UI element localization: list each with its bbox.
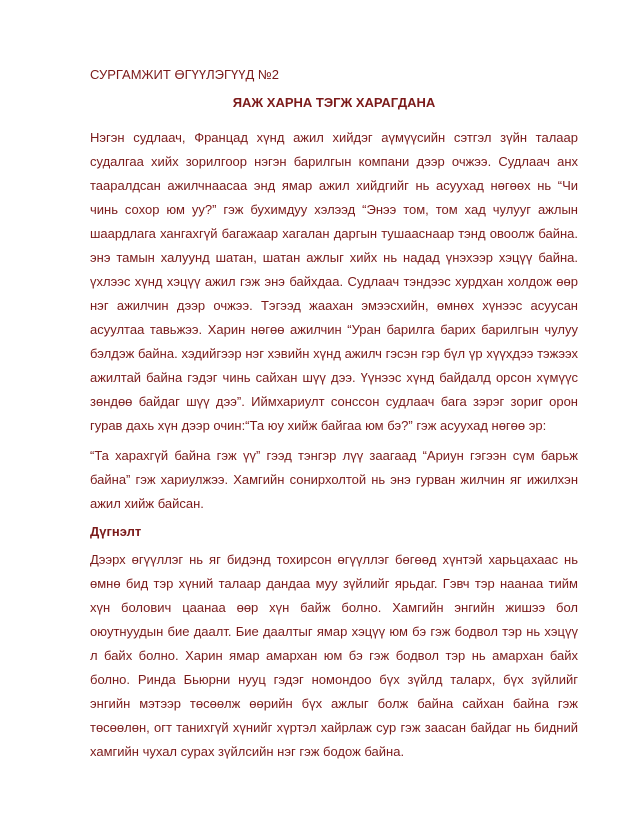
document-title: ЯАЖ ХАРНА ТЭГЖ ХАРАГДАНА bbox=[232, 95, 436, 110]
conclusion-heading: Дүгнэлт bbox=[90, 524, 142, 539]
document-page bbox=[90, 66, 578, 770]
story-paragraph-2: “Та харахгүй байна гэж үү” гээд тэнгэр лүү заагаад “Ариун гэгээн сүм барьж байна” гэж хариулжээ. Хамгийн сонирхолтой нь энэ гурван жилчин яг ижилхэн ажил хийж байсан. bbox=[90, 448, 578, 511]
story-paragraph-1: Нэгэн судлаач, Францад хүнд ажил хийдэг аүмүүсийн сэтгэл зүйн талаар судалгаа хийх зорилгоор нэгэн барилгын компани дээр очжээ. Судлаач анх тааралдсан ажилчнаасаа энд ямар ажил хийдгийг нь асуухад нөгөөх нь “Чи чинь сохор юм уу?” гэж бухимдуу хэлээд “Энээ том, том хад чулууг ажлын шаардлага хангахгүй багажаар хагалан даргын тушааснаар тэнд овоолж байна. энэ тамын халуунд шатан, шатан ажлыг хийх нь надад үнэхээр хэцүү байна. үхлээс хүнд хэцүү ажил гэж энэ байхдаа. Судлаач тэндээс хурдхан холдож өөр нэг ажилчин дээр очжээ. Тэгээд жаахан эмээсхийн, өмнөх хүнээс асуусан асуултаа тавьжээ. Харин нөгөө ажилчин “Уран барилга барих барилгын чулуу бэлдэж байна. хэдийгээр нэг хэвийн хүнд ажилч гэсэн гэр бүл үр хүүхдээ тэжээх ажилтай байна гэдэг чинь сайхан шүү дээ. Үүнээс хүнд байдалд орсон хүмүүс зөндөө байдаг шүү дээ”. Иймхариулт сонссон судлаач бага зэрэг зориг орон гурав дахь хүн дээр очин:“Та юу хийж байгаа юм бэ?” гэж асуухад нөгөө эр: bbox=[90, 130, 578, 433]
document-label: СУРГАМЖИТ ӨГҮҮЛЭГҮҮД №2 bbox=[90, 67, 280, 82]
conclusion-paragraph: Дээрх өгүүллэг нь яг бидэнд тохирсон өгүүллэг бөгөөд хүнтэй харьцахаас нь өмнө бид тэр хүний талаар дандаа муу зүйлийг ярьдаг. Гэвч тэр наанаа тийм хүн болович цаанаа өөр хүн байж болно. Хамгийн энгийн жишээ бол оюутнуудын бие даалт. Бие даалтыг ямар хэцүү юм бэ гэж бодвол тэр нь хэцүү л байх болно. Харин ямар амархан юм бэ гэж бодвол тэр нь амархан байх болно. Ринда Бьюрни нууц гэдэг номондоо бүх зүйлд таларх, бүх зүйлийг энгийн мэтээр төсөөлж өөрийн бүх ажлыг болж байна сайхан байна гэж төсөөлөн, огт танихгүй хүнийг хүртэл хайрлаж сур гэж заасан байдаг нь бидний хамгийн чухал сурах зүйлсийн нэг гэж бодож байна. bbox=[90, 552, 578, 759]
